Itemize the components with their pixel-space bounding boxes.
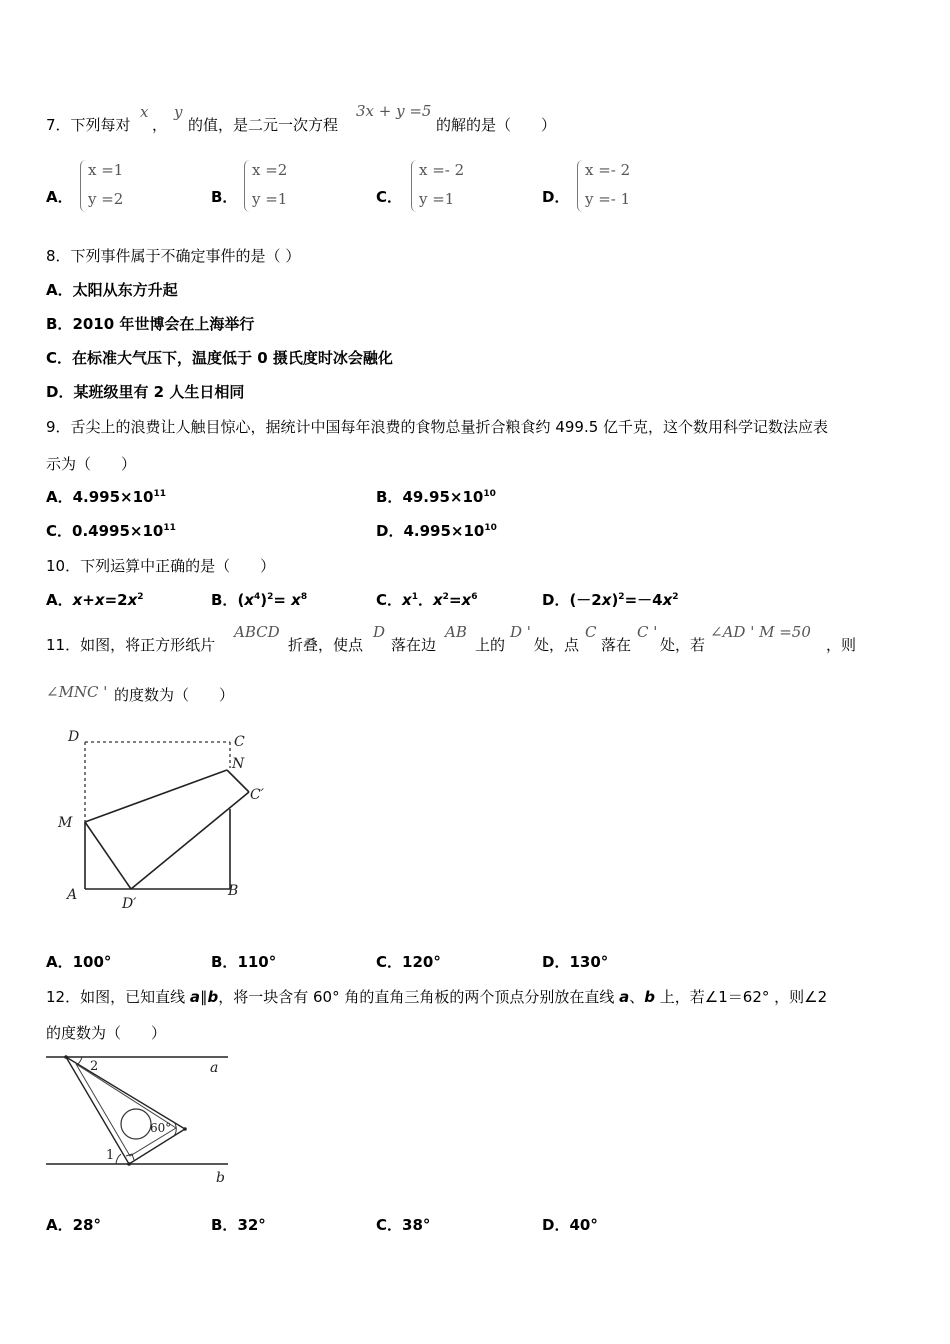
q10-b-var-2: x [291, 591, 301, 609]
q12-option-b [211, 1214, 266, 1235]
q7-option-c-line-1: x =- 2 [419, 161, 465, 179]
q10-a-exp: 2 [137, 592, 144, 602]
q11-fig-label-d: D [68, 729, 80, 745]
q11-option-a-text: 100° [72, 953, 112, 971]
q12-option-c-text: 38° [402, 1216, 431, 1234]
q12-var-a2: a [619, 988, 630, 1006]
q10-option-a-label: A． [46, 591, 73, 609]
q10-option-a [46, 589, 144, 610]
q9-option-a-exp: 11 [153, 489, 167, 499]
q8-option-b [46, 313, 254, 334]
q10-stem: 10．下列运算中正确的是（ ） [46, 557, 276, 575]
q10-a-var-1: x [72, 591, 83, 609]
q11-fig-label-c: C [234, 734, 245, 750]
q8-option-d-label: D． [46, 383, 74, 401]
q12-option-c-label: C． [376, 1216, 403, 1234]
q12-option-c [376, 1214, 430, 1235]
q9-option-b-base: 49.95×10 [402, 488, 484, 506]
q11-abcd: ABCD [234, 623, 280, 641]
q12-stem-line-2: 的度数为（ ） [46, 1024, 167, 1042]
q11-option-b-label: B． [211, 953, 238, 971]
q10-d-paren-open: (－2 [569, 591, 602, 609]
q7-option-d-brace [577, 160, 584, 212]
q11-option-c-text: 120° [402, 953, 441, 971]
q11-option-c-label: C． [376, 953, 403, 971]
q7-option-b-system [252, 156, 287, 214]
q12-fig-arc-1 [116, 1154, 121, 1164]
q12-text-3: 上，若∠1＝62° ，则∠2 [655, 988, 828, 1006]
q11-option-a [46, 951, 111, 972]
q10-c-exp-3: 6 [471, 592, 478, 602]
q7-option-a-line-2: y =2 [88, 190, 124, 208]
q7-stem [46, 114, 131, 135]
q10-d-eq: =－4 [624, 591, 663, 609]
q9-stem-line-1: 9．舌尖上的浪费让人触目惊心，据统计中国每年浪费的食物总量折合粮食约 499.5 亿千克，这个数用科学记数法应表 [46, 418, 829, 436]
q7-comma: ， [152, 116, 168, 134]
q11-option-d [542, 951, 608, 972]
q7-option-a-brace [80, 160, 87, 212]
q9-option-d-label: D． [376, 522, 404, 540]
q7-option-d-line-2: y =- 1 [585, 190, 631, 208]
q7-option-c-brace [411, 160, 418, 212]
q7-option-d-system [585, 156, 630, 214]
q7-option-b-brace [244, 160, 251, 212]
q11-fig-segment-dc [131, 792, 249, 889]
q10-b-paren-close: ) [260, 591, 268, 609]
q12-option-b-text: 32° [237, 1216, 266, 1234]
q7-equation: 3x + y =5 [356, 102, 432, 120]
q10-b-exp-3: 8 [300, 592, 308, 602]
q8-option-d-text: 某班级里有 2 人生日相同 [73, 383, 245, 401]
q9-option-c-label: C． [46, 522, 73, 540]
q7-text-1: 下列每对 [70, 116, 131, 134]
q7-var-x: x [140, 103, 149, 121]
q11-point-dp: D ' [510, 623, 531, 641]
q8-option-a-text: 太阳从东方升起 [72, 281, 178, 299]
q11-option-c [376, 951, 441, 972]
q10-a-var-3: x [127, 591, 138, 609]
q10-option-c [376, 589, 477, 610]
q8-option-c-label: C． [46, 349, 73, 367]
q9-stem-line-2: 示为（ ） [46, 455, 137, 473]
q12-fig-arc-2 [78, 1057, 82, 1064]
q9-option-d-base: 4.995×10 [403, 522, 485, 540]
q11-option-d-label: D． [542, 953, 570, 971]
q10-c-dot: ． [417, 591, 433, 609]
q9-option-b [376, 486, 496, 507]
q10-b-paren-open: ( [237, 591, 245, 609]
q9-option-c-base: 0.4995×10 [72, 522, 164, 540]
q11-fig-segment-nc [227, 770, 249, 792]
q12-option-b-label: B． [211, 1216, 238, 1234]
q11-fig-label-dp: D′ [122, 896, 137, 912]
q11-number: 11． [46, 636, 81, 654]
q11-fig-label-m: M [58, 815, 73, 831]
q11-option-a-label: A． [46, 953, 73, 971]
q12-var-a: a [189, 988, 200, 1006]
q11-point-c: C [585, 623, 597, 641]
q12-fig-triangle-inner [76, 1064, 176, 1156]
q12-parallel: ∥ [199, 988, 208, 1006]
q9-option-b-exp: 10 [483, 489, 496, 499]
q12-stem-line-1 [46, 986, 827, 1007]
q10-d-exp-1: 2 [618, 592, 625, 602]
q9-option-a [46, 486, 166, 507]
q10-a-var-2: x [94, 591, 105, 609]
q10-c-eq: = [448, 591, 462, 609]
q11-text-6: 落在 [601, 636, 632, 654]
q12-fig-label-1: 1 [106, 1148, 115, 1163]
q8-option-a [46, 279, 178, 300]
q9-option-a-base: 4.995×10 [72, 488, 154, 506]
q11-point-cp: C ' [637, 623, 658, 641]
q11-fig-label-b: B [228, 883, 239, 899]
q12-option-a-label: A． [46, 1216, 73, 1234]
q11-text-4: 上的 [475, 636, 506, 654]
q8-stem: 8．下列事件属于不确定事件的是（ ） [46, 247, 301, 265]
q12-fig-vertex-right [183, 1127, 187, 1131]
q12-fig-label-b: b [216, 1170, 225, 1186]
q12-text-2: ，将一块含有 60° 角的直角三角板的两个顶点分别放在直线 [218, 988, 620, 1006]
q12-option-d [542, 1214, 598, 1235]
q12-var-b2: b [644, 988, 656, 1006]
q12-option-d-label: D． [542, 1216, 570, 1234]
q9-option-b-label: B． [376, 488, 403, 506]
q8-option-c-text: 在标准大气压下，温度低于 0 摄氏度时冰会融化 [72, 349, 393, 367]
q10-option-d [542, 589, 679, 610]
q8-option-b-text: 2010 年世博会在上海举行 [72, 315, 255, 333]
q11-text-3: 落在边 [391, 636, 437, 654]
q8-option-c [46, 347, 393, 368]
q11-text-1a: 如图，将正方形纸片 [80, 636, 216, 654]
q11-text-2: 折叠，使点 [288, 636, 364, 654]
q11-text-9: 的度数为（ ） [114, 686, 235, 704]
q12-fig-label-60: 60° [150, 1121, 172, 1135]
q12-fig-vertex-bottom [127, 1162, 131, 1166]
q10-d-var-2: x [662, 591, 673, 609]
q7-option-c-line-2: y =1 [419, 190, 455, 208]
q8-option-b-label: B． [46, 315, 73, 333]
q12-var-b: b [207, 988, 219, 1006]
q11-option-b [211, 951, 276, 972]
q11-fig-label-a: A [67, 887, 78, 903]
q12-fig-hole [121, 1109, 151, 1139]
q10-option-b-label: B． [211, 591, 238, 609]
q10-option-b [211, 589, 307, 610]
q7-option-d-line-1: x =- 2 [585, 161, 631, 179]
q12-option-a [46, 1214, 101, 1235]
q11-figure [50, 722, 280, 912]
q11-point-d: D [373, 623, 386, 641]
q7-option-a-system [88, 156, 123, 214]
q7-text-2: 的值，是二元一次方程 [188, 116, 339, 134]
q11-option-b-text: 110° [237, 953, 277, 971]
q11-angle-condition: ∠AD ' M =50 [710, 623, 811, 641]
q10-d-var-1: x [601, 591, 612, 609]
q9-option-c-exp: 11 [163, 523, 176, 533]
q9-option-d-exp: 10 [484, 523, 497, 533]
q7-var-y: y [174, 103, 183, 121]
q10-d-paren-close: ) [611, 591, 619, 609]
q12-option-a-text: 28° [72, 1216, 101, 1234]
q11-text-5: 处，点 [534, 636, 580, 654]
q12-fig-vertex-top [64, 1055, 68, 1059]
q7-option-b-line-2: y =1 [252, 190, 288, 208]
q12-text-1: 12．如图，已知直线 [46, 988, 190, 1006]
q9-option-a-label: A． [46, 488, 73, 506]
q8-option-a-label: A． [46, 281, 73, 299]
q10-b-exp-1: 4 [253, 592, 261, 602]
q12-option-d-text: 40° [569, 1216, 598, 1234]
q7-text-3: 的解的是（ ） [436, 116, 557, 134]
q10-b-var-1: x [244, 591, 254, 609]
q12-figure [44, 1050, 244, 1190]
q11-angle-mnc: ∠MNC ' [46, 683, 108, 701]
q10-c-var-2: x [432, 591, 443, 609]
q10-c-var-3: x [461, 591, 472, 609]
q7-option-b-line-1: x =2 [252, 161, 288, 179]
q11-side-ab: AB [445, 623, 467, 641]
q10-a-plus: + [82, 591, 95, 609]
q7-option-c-system [419, 156, 464, 214]
q10-b-exp-2: 2 [267, 592, 274, 602]
q11-fig-segment-md [85, 822, 131, 889]
q7-option-a-label: A． [46, 188, 73, 206]
q12-fig-label-2: 2 [90, 1059, 99, 1074]
q10-c-var-1: x [402, 591, 412, 609]
q10-b-eq: = [273, 591, 292, 609]
q7-option-c-label: C． [376, 188, 403, 206]
q9-option-d [376, 520, 497, 541]
q7-number: 7． [46, 116, 71, 134]
q11-fig-label-cp: C′ [250, 787, 264, 803]
q7-option-d-label: D． [542, 188, 570, 206]
q10-c-exp-2: 2 [442, 592, 449, 602]
q12-sep: 、 [629, 988, 645, 1006]
q11-fig-label-n: N [232, 756, 245, 772]
q11-text-7: 处，若 [660, 636, 706, 654]
q10-option-d-label: D． [542, 591, 570, 609]
q8-option-d [46, 381, 244, 402]
q11-fig-segment-mn [85, 770, 227, 822]
q11-option-d-text: 130° [569, 953, 609, 971]
q10-option-c-label: C． [376, 591, 403, 609]
q10-d-exp-2: 2 [672, 592, 679, 602]
q10-a-eq: =2 [104, 591, 128, 609]
q9-option-c [46, 520, 176, 541]
q10-c-exp-1: 1 [411, 592, 418, 602]
q12-fig-right-angle [126, 1154, 134, 1160]
q11-text-1 [46, 634, 215, 655]
q7-option-a-line-1: x =1 [88, 161, 124, 179]
q11-text-8: ，则 [826, 636, 857, 654]
q12-fig-label-a: a [210, 1060, 219, 1076]
q7-option-b-label: B． [211, 188, 238, 206]
